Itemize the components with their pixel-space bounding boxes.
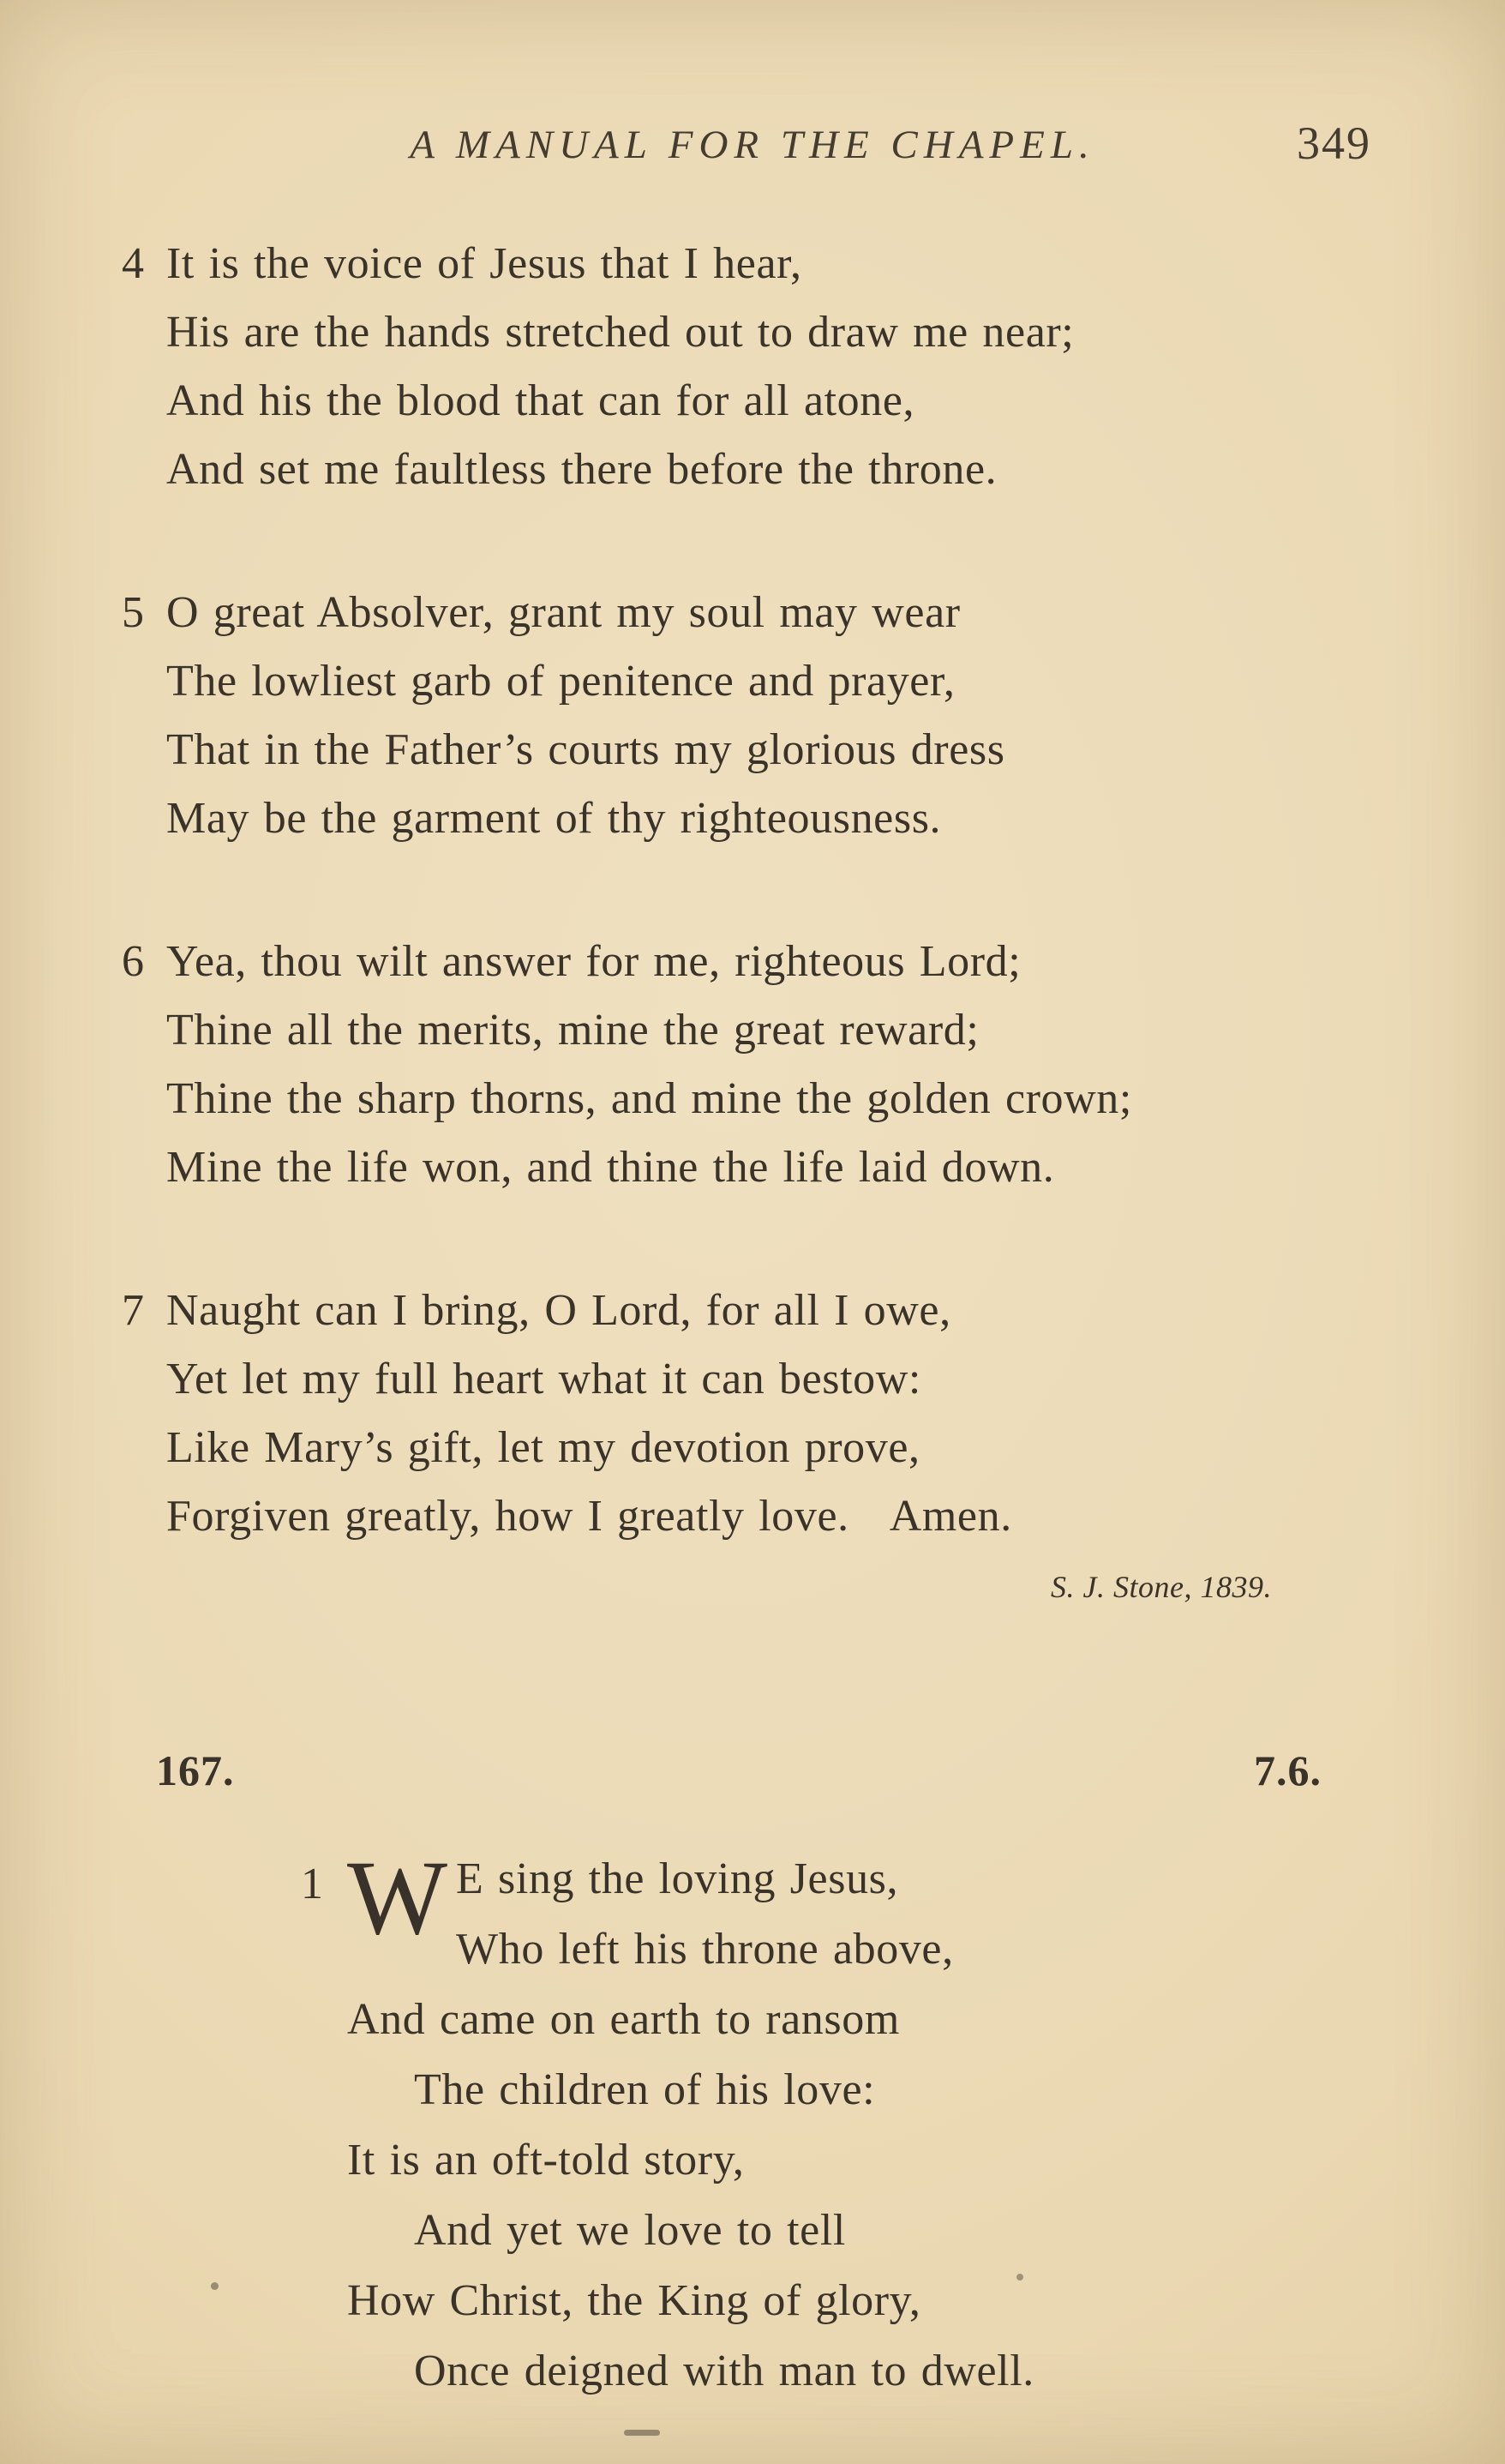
verse-number: 1: [301, 1860, 323, 1908]
stray-mark: [211, 2282, 219, 2290]
verse-line: And set me faultless there before the throne.: [166, 445, 998, 494]
page-header-title: A MANUAL FOR THE CHAPEL.: [410, 123, 1095, 167]
verse-line: It is the voice of Jesus that I hear,: [166, 239, 802, 288]
verse-5: [122, 579, 1368, 853]
verse-line: Naught can I bring, O Lord, for all I owe,: [166, 1286, 951, 1335]
hymn-attribution: S. J. Stone, 1839.: [1051, 1570, 1272, 1604]
verse-lines: [166, 230, 1368, 504]
page-number: 349: [1297, 117, 1371, 169]
verse-7: [122, 1277, 1368, 1551]
running-head: [0, 117, 1505, 169]
verse-line: His are the hands stretched out to draw me near;: [166, 308, 1075, 357]
verse-lines: [166, 928, 1368, 1202]
verse-line: The lowliest garb of penitence and prayer,: [166, 657, 956, 706]
verse-line: And his the blood that can for all atone,: [166, 376, 915, 425]
verse-number: 6: [122, 937, 144, 986]
verse-line: Forgiven greatly, how I greatly love. Amen.: [166, 1492, 1012, 1541]
hymn-first-verse: [301, 1839, 1368, 2407]
verse-number: 4: [122, 239, 144, 288]
verse-line: That in the Father’s courts my glorious dress: [166, 725, 1005, 774]
verse-line: Who left his throne above,: [456, 1925, 954, 1974]
verse-line: It is an oft-told story,: [347, 2136, 745, 2185]
verse-4: [122, 230, 1368, 504]
verse-line: Mine the life won, and thine the life laid down.: [166, 1143, 1055, 1192]
hymn-number: 167.: [156, 1746, 235, 1794]
hymn-continued-section: [122, 230, 1368, 1608]
verse-line: And yet we love to tell: [414, 2206, 846, 2255]
verse-line: Thine the sharp thorns, and mine the golden crown;: [166, 1074, 1132, 1123]
verse-line: Yea, thou wilt answer for me, righteous Lord;: [166, 937, 1022, 986]
stray-mark: [624, 2430, 660, 2436]
verse-line: May be the garment of thy righteousness.: [166, 794, 942, 843]
verse-line: And came on earth to ransom: [347, 1995, 900, 2044]
verse-line: O great Absolver, grant my soul may wear: [166, 588, 961, 637]
verse-number: 7: [122, 1286, 144, 1335]
hymn-167-section: [122, 1745, 1368, 2407]
verse-first-line: E sing the loving Jesus,: [456, 1854, 899, 1903]
hymn-meter: 7.6.: [1254, 1746, 1322, 1794]
verse-line: The children of his love:: [414, 2065, 876, 2114]
verse-line: Once deigned with man to dwell.: [414, 2347, 1034, 2395]
verse-line: How Christ, the King of glory,: [347, 2276, 921, 2325]
hymn-header: [156, 1745, 1322, 1796]
stray-mark: [1016, 2274, 1023, 2281]
verse-6: [122, 928, 1368, 1202]
drop-cap: W: [347, 1839, 448, 1956]
verse-line: Yet let my full heart what it can bestow:: [166, 1355, 921, 1403]
verse-line: Thine all the merits, mine the great reward;: [166, 1006, 980, 1055]
verse-number: 5: [122, 588, 144, 637]
page-content: [122, 230, 1368, 2407]
verse-line: Like Mary’s gift, let my devotion prove,: [166, 1423, 920, 1472]
verse-lines: [166, 1277, 1368, 1551]
verse-lines: [166, 579, 1368, 853]
